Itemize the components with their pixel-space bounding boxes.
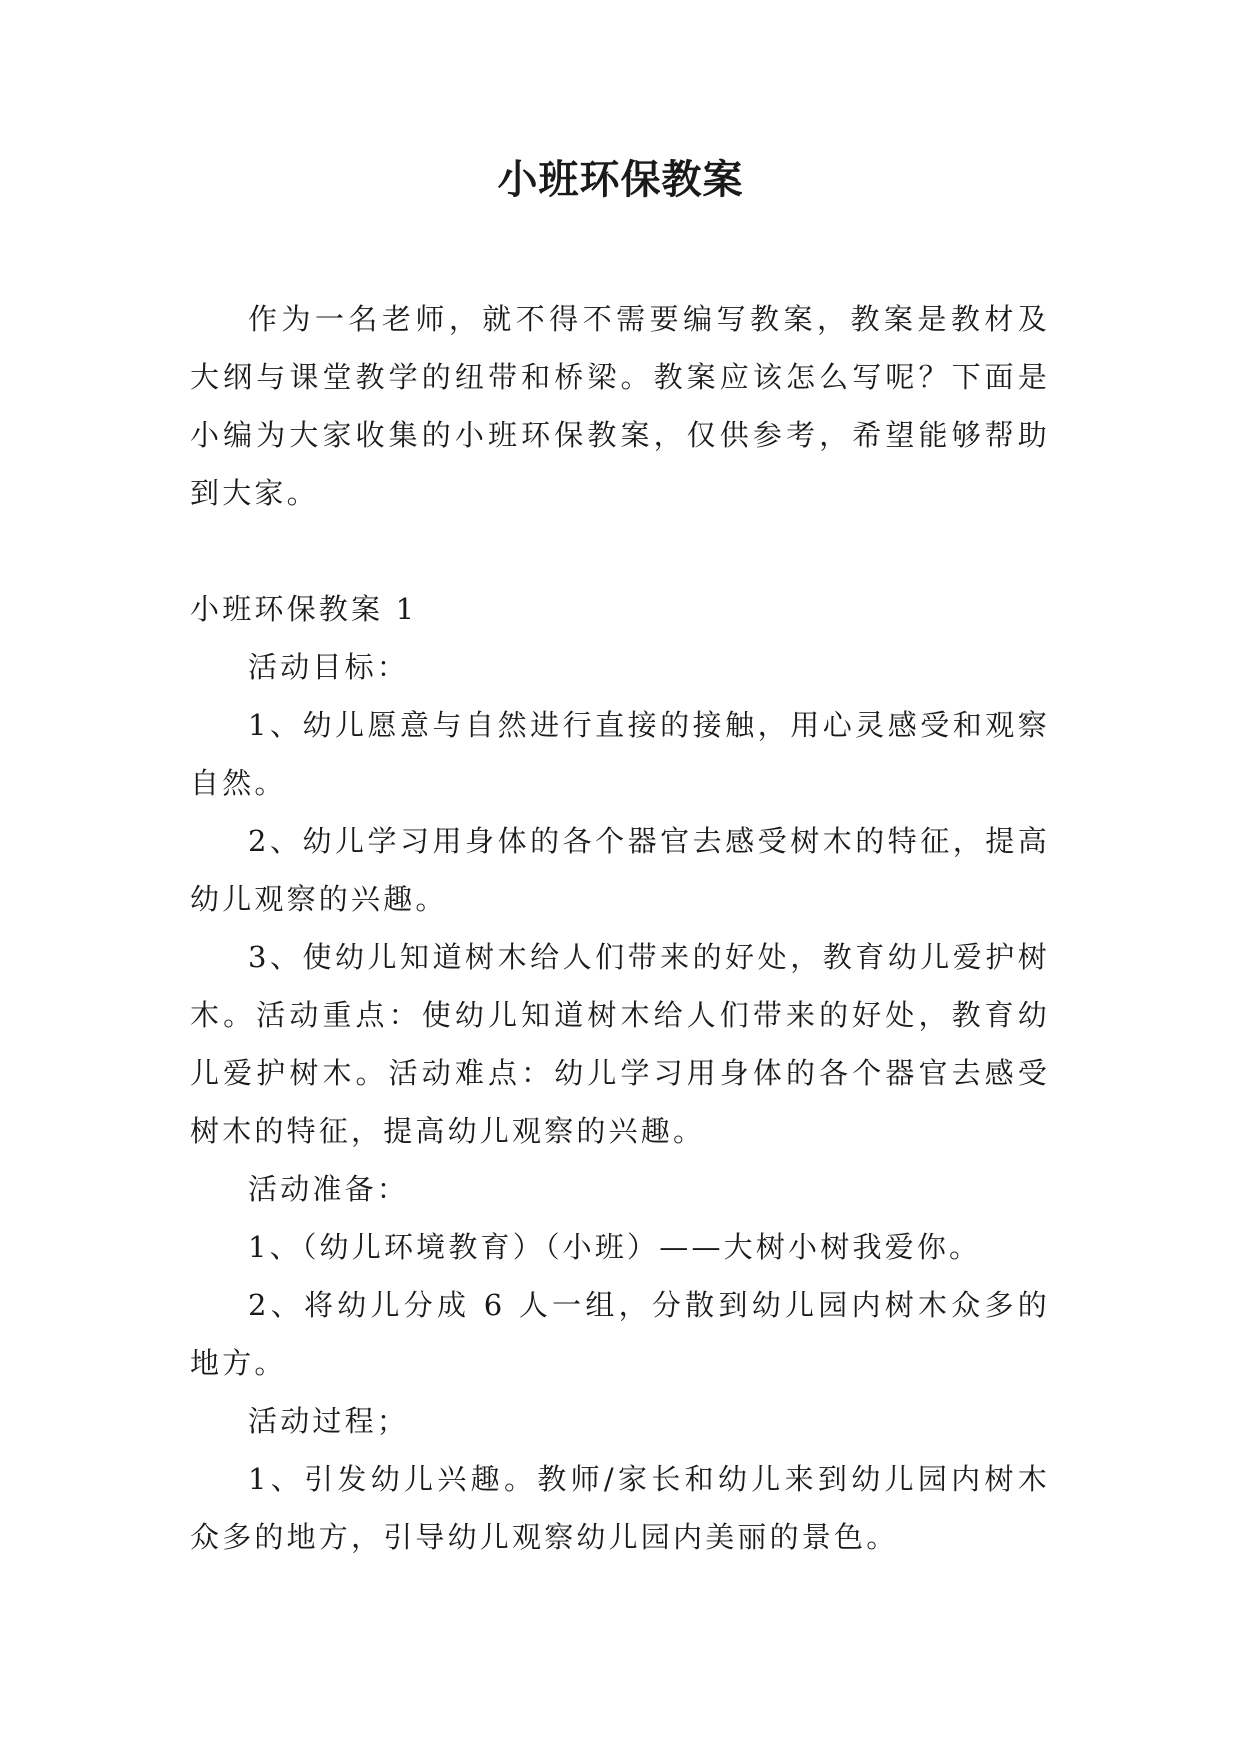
document-title: 小班环保教案 [497, 157, 744, 203]
prep-item: 2、将幼儿分成 6 人一组，分散到幼儿园内树木众多的地方。 [190, 1288, 1050, 1380]
process-item: 1、引发幼儿兴趣。教师/家长和幼儿来到幼儿园内树木众多的地方，引导幼儿观察幼儿园内美丽的景色。 [190, 1462, 1050, 1554]
section-heading: 小班环保教案 1 [190, 592, 418, 626]
prep-item: 1、（幼儿环境教育）（小班）——大树小树我爱你。 [248, 1230, 982, 1264]
goal-item: 2、幼儿学习用身体的各个器官去感受树木的特征，提高幼儿观察的兴趣。 [190, 824, 1050, 916]
goal-item: 1、幼儿愿意与自然进行直接的接触，用心灵感受和观察自然。 [190, 708, 1050, 800]
intro-paragraph: 作为一名老师，就不得不需要编写教案，教案是教材及大纲与课堂教学的纽带和桥梁。教案应该怎么写呢？下面是小编为大家收集的小班环保教案，仅供参考，希望能够帮助到大家。 [190, 302, 1050, 510]
goal-item: 3、使幼儿知道树木给人们带来的好处，教育幼儿爱护树木。活动重点：使幼儿知道树木给人们带来的好处，教育幼儿爱护树木。活动难点：幼儿学习用身体的各个器官去感受树木的特征，提高幼儿观察的兴趣。 [190, 940, 1050, 1148]
document-body [190, 290, 1050, 1566]
paragraph-gap [190, 522, 1050, 580]
goals-label: 活动目标： [248, 650, 410, 684]
prep-label: 活动准备： [248, 1172, 410, 1206]
process-label: 活动过程； [248, 1404, 410, 1438]
